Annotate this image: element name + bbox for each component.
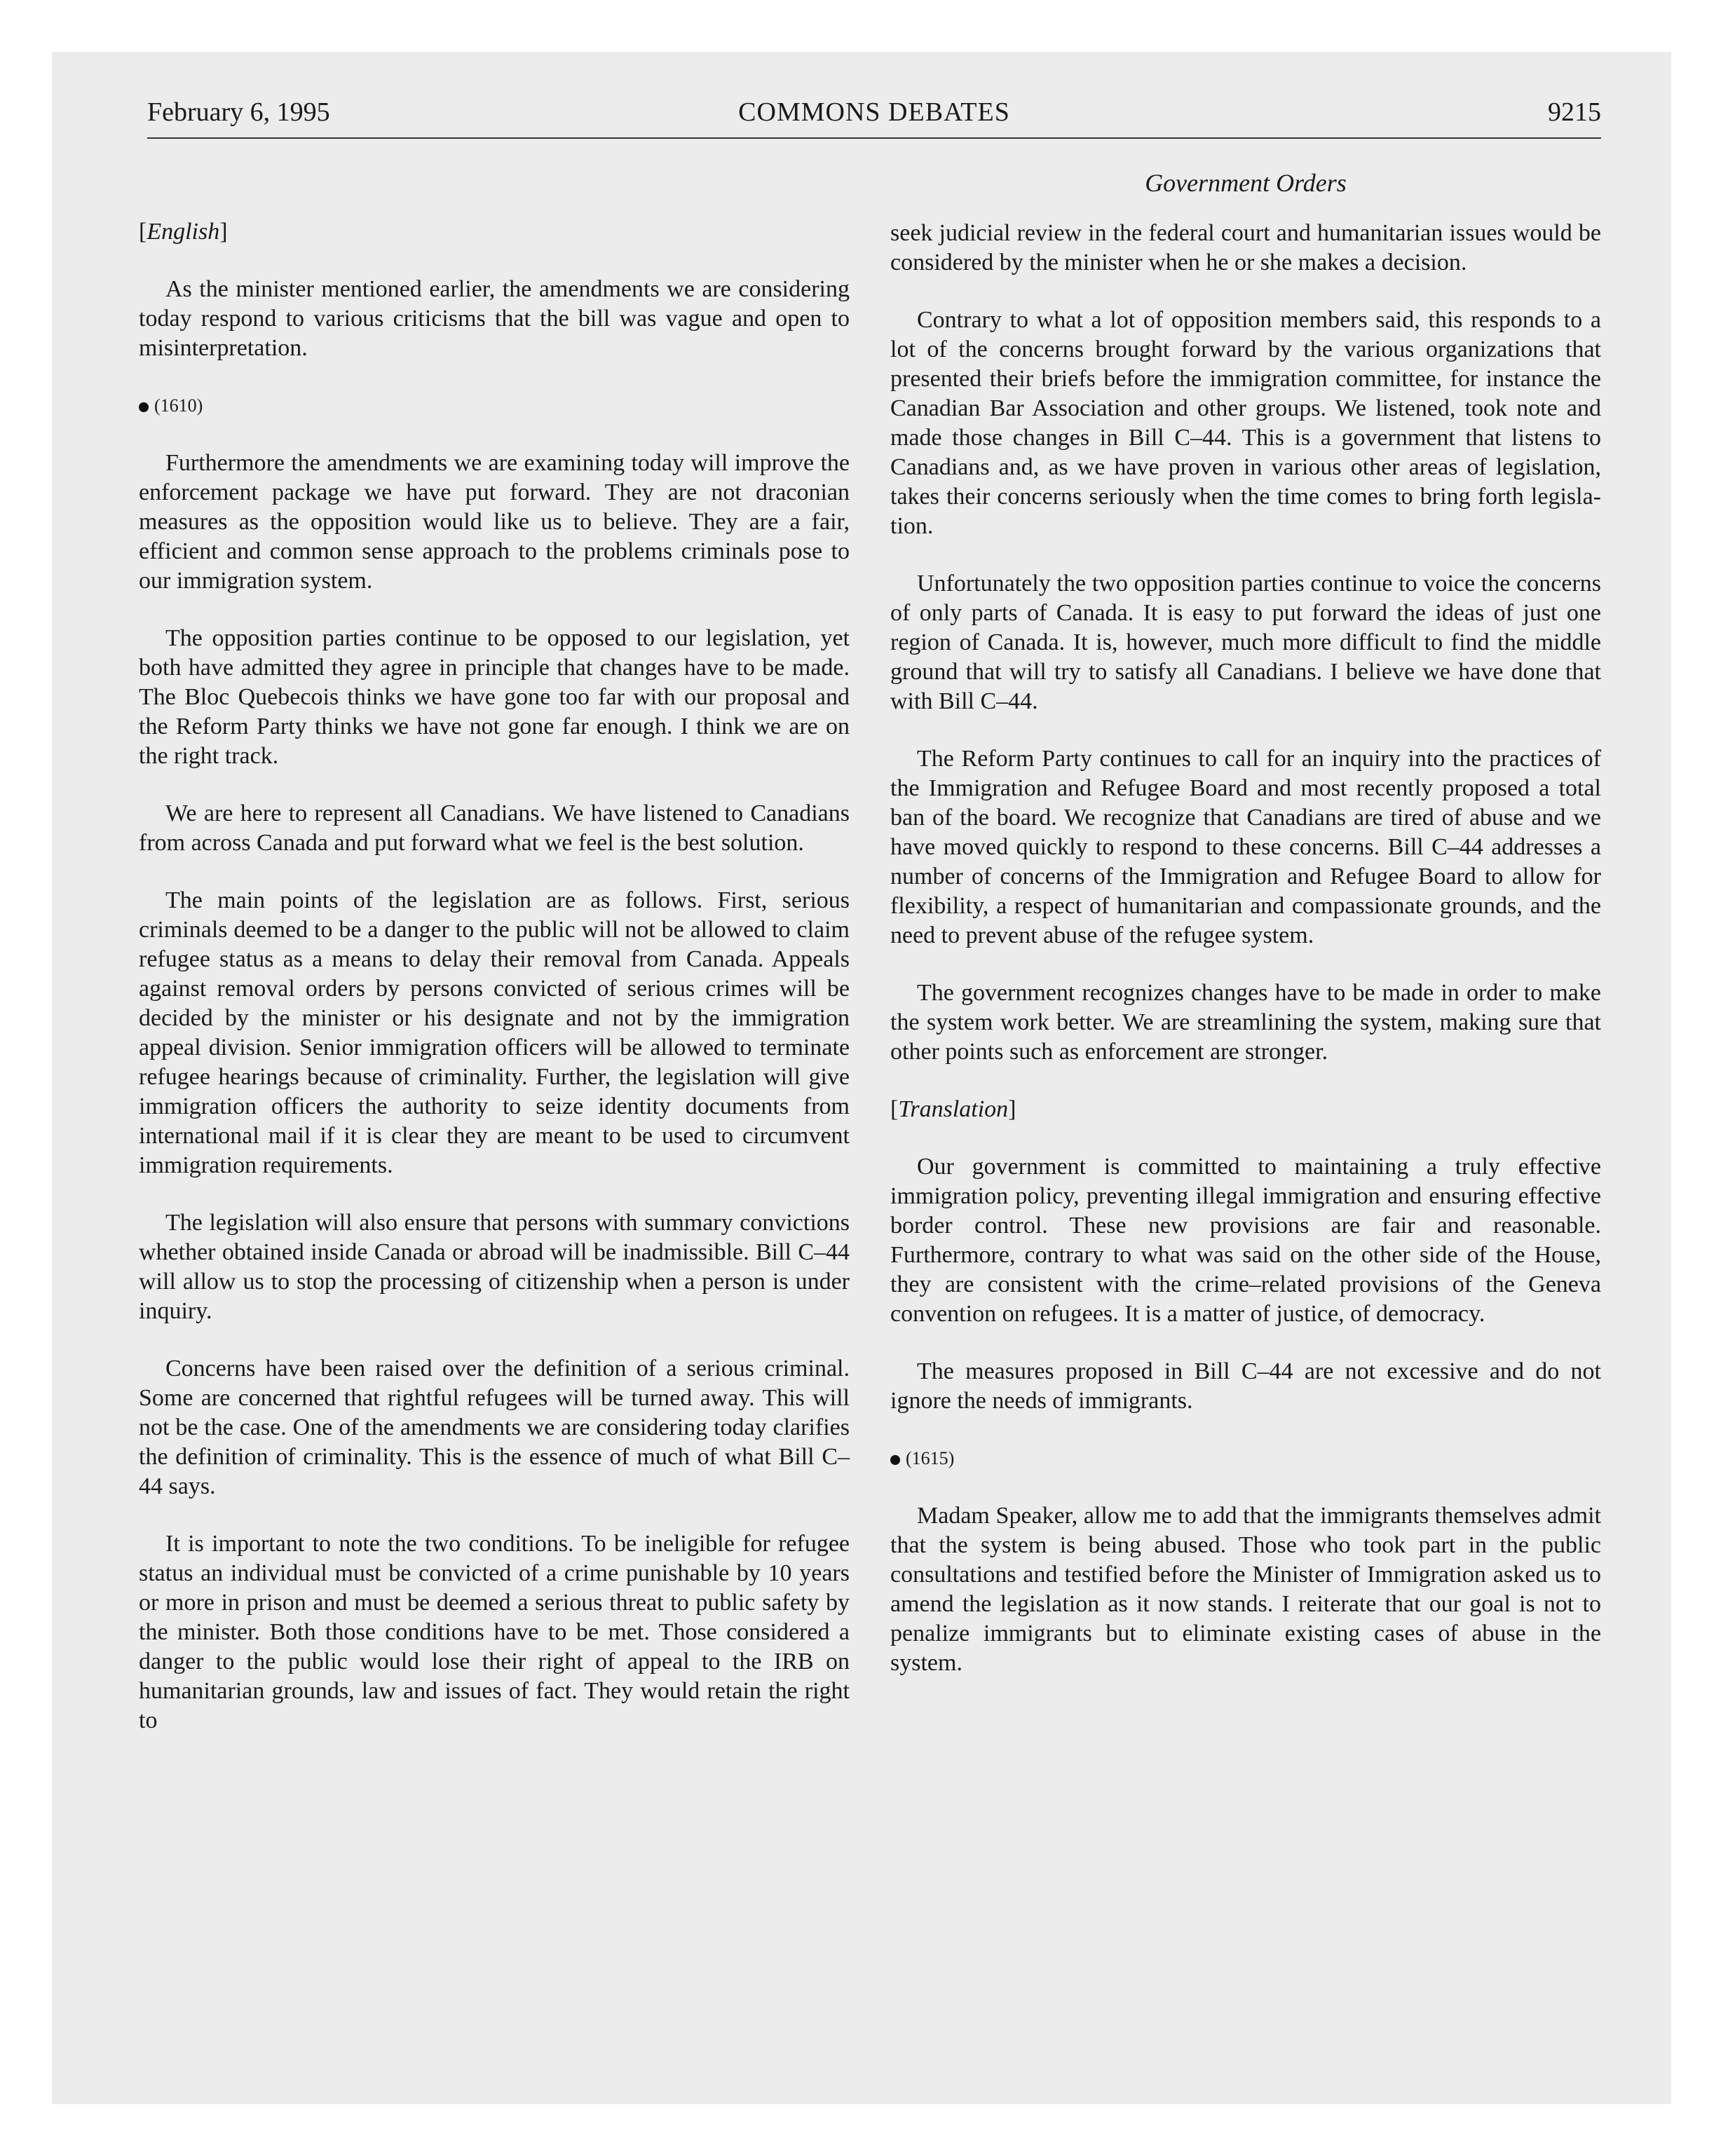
paragraph: Unfortunately the two opposition parties continue to voice the concerns of only parts of Canada. It is easy to put forward the ideas of just one region of Canada. It is, however, much more difficult to find the middle ground that will try to satisfy all Canadians. I believe we have done that with Bill C–44. <box>890 571 1601 714</box>
bullet-icon <box>139 402 149 412</box>
paragraph: The measures proposed in Bill C–44 are not excessive and do not ignore the needs of immigrants. <box>890 1358 1601 1414</box>
header-title: COMMONS DEBATES <box>738 97 1010 127</box>
language-tag: [English] <box>139 219 228 245</box>
time-marker: (1615) <box>890 1444 1601 1473</box>
paragraph: We are here to represent all Canadians. We have listened to Canadians from across Canada and put forward what we feel is the best solution. <box>139 800 850 856</box>
right-column <box>890 219 1601 1706</box>
language-tag: [Translation] <box>890 1096 1016 1122</box>
paragraph: seek judicial review in the federal court and humanitarian issues would be considered by the minister when he or she makes a decision. <box>890 220 1601 275</box>
paragraph: Furthermore the amendments we are examining today will improve the enforcement package we have put forward. They are not draconian measures as the opposition would like us to believe. They are a fair, efficient and common sense approach to the problems criminals pose to our immigration system. <box>139 450 850 594</box>
page-number: 9215 <box>1548 97 1601 127</box>
header-date: February 6, 1995 <box>147 97 330 127</box>
paragraph: As the minister mentioned earlier, the amendments we are considering today respond to various criticisms that the bill was vague and open to misinterpretation. <box>139 276 850 361</box>
paragraph: Madam Speaker, allow me to add that the immigrants themselves admit that the system is being abused. Those who took part in the public consultations and testified before the Minister of Immigration asked us to amend the legislation as it now stands. I reiterate that our goal is not to penalize immigrants but to eliminate existing cases of abuse in the system. <box>890 1503 1601 1676</box>
paragraph: The Reform Party continues to call for an inquiry into the practices of the Immigration and Refugee Board and most recently proposed a total ban of the board. We recognize that Canadians are tired of abuse and we have moved quickly to respond to these concerns. Bill C–44 addresses a number of concerns of the Immigration and Refugee Board to allow for flexibility, a respect of humanitarian and compassionate grounds, and the need to prevent abuse of the refugee system. <box>890 746 1601 948</box>
time-marker: (1610) <box>139 391 850 421</box>
paragraph: Concerns have been raised over the definition of a serious criminal. Some are concerned that rightful refugees will be turned away. This will not be the case. One of the amendments we are considering today clarifies the definition of criminality. This is the essence of much of what Bill C–44 says. <box>139 1356 850 1499</box>
left-column <box>139 217 850 1763</box>
section-title: Government Orders <box>1145 169 1347 197</box>
paragraph: Our government is committed to maintaining a truly effective immigration policy, preventing illegal immigration and ensuring effective border control. These new provisions are fair and reasonable. Furthermore, contrary to what was said on the other side of the House, they are consistent with the crime–related provisions of the Geneva convention on refugees. It is a matter of justice, of democracy. <box>890 1154 1601 1327</box>
paragraph: The opposition parties continue to be opposed to our legislation, yet both have admitted they agree in principle that changes have to be made. The Bloc Quebecois thinks we have gone too far with our proposal and the Reform Party thinks we have not gone far enough. I think we are on the right track. <box>139 625 850 769</box>
paragraph: The legislation will also ensure that persons with summary convictions whether obtained inside Canada or abroad will be inadmissible. Bill C–44 will allow us to stop the processing of citizenship when a person is under inquiry. <box>139 1210 850 1324</box>
bullet-icon <box>890 1455 900 1465</box>
paragraph: It is important to note the two conditions. To be ineligible for refugee status an individual must be convicted of a crime punishable by 10 years or more in prison and must be deemed a serious threat to public safety by the minister. Both those conditions have to be met. Those considered a danger to the public would lose their right of appeal to the IRB on humanitarian grounds, law and issues of fact. They would retain the right to <box>139 1531 850 1733</box>
paragraph: The government recognizes changes have to be made in order to make the system work better. We are streamlining the system, making sure that other points such as enforcement are stronger. <box>890 980 1601 1065</box>
paragraph: Contrary to what a lot of opposition members said, this responds to a lot of the concerns brought forward by the various organizations that presented their briefs before the immigration committee, for instance the Canadian Bar Association and other groups. We listened, took note and made those changes in Bill C–44. This is a government that listens to Canadians and, as we have proven in various other areas of legislation, takes their concerns seriously when the time comes to bring forth legislation. <box>890 307 1601 539</box>
header-rule <box>147 137 1601 139</box>
page-header <box>147 97 1601 139</box>
paragraph: The main points of the legislation are as follows. First, serious criminals deemed to be a danger to the public will not be allowed to claim refugee status as a means to delay their removal from Canada. Appeals against removal orders by persons convicted of serious crimes will be decided by the minister or his designate and not by the immigration appeal division. Senior immigration officers will be allowed to terminate refugee hearings because of criminality. Further, the legislation will give immigration officers the authority to seize identity documents from international mail if it is clear they are meant to be used to circumvent immigration requirements. <box>139 887 850 1178</box>
